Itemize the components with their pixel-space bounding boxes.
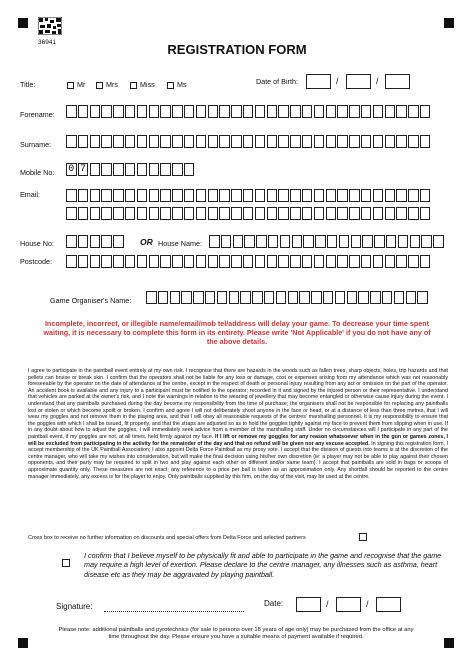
character-cell[interactable] xyxy=(373,189,384,202)
character-cell[interactable] xyxy=(351,235,362,248)
character-cell[interactable] xyxy=(219,207,230,220)
character-cell[interactable] xyxy=(160,255,171,268)
character-cell[interactable] xyxy=(66,105,77,118)
character-cell[interactable] xyxy=(339,235,350,248)
character-cell[interactable] xyxy=(292,235,303,248)
character-cell[interactable] xyxy=(288,291,299,304)
character-cell[interactable] xyxy=(160,135,171,148)
character-cell[interactable] xyxy=(229,291,240,304)
character-cell[interactable] xyxy=(231,105,242,118)
character-cell[interactable] xyxy=(337,207,348,220)
character-cell[interactable] xyxy=(172,163,183,176)
dob-month-field[interactable] xyxy=(346,74,371,89)
character-cell[interactable] xyxy=(335,291,346,304)
registration-mark-top-left xyxy=(18,18,28,28)
marketing-optout-text: Cross box to receive no further information on discounts and special offers from Delta Force and selected partners xyxy=(28,535,306,541)
character-cell[interactable] xyxy=(396,135,407,148)
character-cell[interactable] xyxy=(205,291,216,304)
character-cell[interactable] xyxy=(90,189,101,202)
character-cell[interactable] xyxy=(255,105,266,118)
terms-and-conditions xyxy=(28,368,448,480)
character-cell[interactable] xyxy=(172,255,183,268)
character-cell[interactable] xyxy=(373,207,384,220)
character-cell[interactable] xyxy=(231,207,242,220)
character-cell[interactable] xyxy=(125,189,136,202)
character-cell[interactable] xyxy=(101,163,112,176)
character-cell[interactable] xyxy=(196,207,207,220)
registration-mark-top-right xyxy=(444,18,454,28)
character-cell[interactable] xyxy=(326,189,337,202)
character-cell[interactable] xyxy=(78,105,89,118)
character-cell[interactable] xyxy=(90,207,101,220)
character-cell[interactable] xyxy=(208,207,219,220)
character-cell[interactable] xyxy=(101,135,112,148)
character-cell[interactable] xyxy=(315,235,326,248)
character-cell[interactable] xyxy=(78,255,89,268)
character-cell[interactable] xyxy=(327,235,338,248)
character-cell[interactable] xyxy=(267,189,278,202)
character-cell[interactable] xyxy=(149,207,160,220)
title-mr-checkbox[interactable] xyxy=(67,82,74,89)
character-cell[interactable] xyxy=(349,135,360,148)
character-cell[interactable] xyxy=(149,135,160,148)
character-cell[interactable] xyxy=(398,235,409,248)
character-cell[interactable] xyxy=(78,135,89,148)
mobile-label: Mobile No: xyxy=(20,168,55,177)
character-cell[interactable] xyxy=(362,235,373,248)
character-cell[interactable] xyxy=(196,105,207,118)
email-field-line-1[interactable] xyxy=(66,189,430,202)
character-cell[interactable] xyxy=(231,135,242,148)
character-cell[interactable] xyxy=(303,235,314,248)
character-cell[interactable] xyxy=(361,105,372,118)
character-cell[interactable] xyxy=(181,291,192,304)
character-cell[interactable] xyxy=(311,291,322,304)
character-cell[interactable] xyxy=(302,105,313,118)
character-cell[interactable] xyxy=(90,163,101,176)
character-cell[interactable] xyxy=(267,105,278,118)
character-cell[interactable] xyxy=(349,105,360,118)
character-cell[interactable] xyxy=(349,189,360,202)
title-label: Title: xyxy=(20,80,36,89)
fitness-checkbox[interactable] xyxy=(62,559,70,567)
character-cell[interactable] xyxy=(349,255,360,268)
character-cell[interactable] xyxy=(349,207,360,220)
character-cell[interactable] xyxy=(290,189,301,202)
character-cell[interactable] xyxy=(233,235,244,248)
character-cell[interactable] xyxy=(66,135,77,148)
character-cell[interactable] xyxy=(276,291,287,304)
character-cell[interactable] xyxy=(361,189,372,202)
email-label: Email: xyxy=(20,190,40,199)
character-cell[interactable] xyxy=(420,135,431,148)
character-cell[interactable] xyxy=(408,255,419,268)
character-cell[interactable] xyxy=(326,207,337,220)
character-cell[interactable] xyxy=(113,255,124,268)
dob-day-field[interactable] xyxy=(306,74,331,89)
character-cell[interactable] xyxy=(160,189,171,202)
character-cell[interactable] xyxy=(66,207,77,220)
dob-label: Date of Birth: xyxy=(256,77,298,86)
character-cell[interactable] xyxy=(361,255,372,268)
character-cell[interactable] xyxy=(113,189,124,202)
character-cell[interactable] xyxy=(382,291,393,304)
character-cell[interactable] xyxy=(385,207,396,220)
character-cell[interactable] xyxy=(302,255,313,268)
character-cell[interactable] xyxy=(137,163,148,176)
character-cell[interactable] xyxy=(101,235,112,248)
date-year-field[interactable] xyxy=(376,597,401,612)
postcode-field[interactable] xyxy=(66,255,430,268)
character-cell[interactable] xyxy=(243,255,254,268)
character-cell[interactable]: 0 xyxy=(66,163,77,176)
character-cell[interactable] xyxy=(101,105,112,118)
character-cell[interactable] xyxy=(290,105,301,118)
forename-label: Forename: xyxy=(20,110,55,119)
title-miss-checkbox[interactable] xyxy=(130,82,137,89)
date-day-field[interactable] xyxy=(296,597,321,612)
mobile-field[interactable] xyxy=(66,163,194,176)
character-cell[interactable] xyxy=(255,189,266,202)
character-cell[interactable] xyxy=(408,105,419,118)
character-cell[interactable] xyxy=(255,135,266,148)
character-cell[interactable] xyxy=(219,255,230,268)
character-cell[interactable] xyxy=(113,235,124,248)
character-cell[interactable] xyxy=(101,207,112,220)
character-cell[interactable] xyxy=(219,105,230,118)
character-cell[interactable] xyxy=(78,235,89,248)
character-cell[interactable] xyxy=(101,189,112,202)
character-cell[interactable] xyxy=(373,105,384,118)
character-cell[interactable] xyxy=(66,235,77,248)
or-label: OR xyxy=(140,237,153,247)
character-cell[interactable] xyxy=(219,189,230,202)
terms-goggles-warning: If I lift or remove my goggles for any reason whatsoever when in the gun or games zones, I will be excluded from participating in the activity for the remainder of the day and that no refund will be given nor any excuse accepted. xyxy=(28,433,449,447)
character-cell[interactable] xyxy=(420,207,431,220)
house-no-label: House No: xyxy=(20,239,54,248)
character-cell[interactable] xyxy=(90,235,101,248)
character-cell[interactable] xyxy=(361,207,372,220)
character-cell[interactable] xyxy=(90,105,101,118)
character-cell[interactable] xyxy=(243,189,254,202)
signature-label: Signature: xyxy=(56,602,93,611)
terms-text-1: I agree to participate in the paintball event entirely at my own risk. I recognise that there are hazards in the woods such as fallen trees, sharp objects, holes, trip hazards and that pellets can bruise or break skin. I confirm that the operators shall not be liable for any loss or damage, cost or expenses arising from my attendance which was not reasonably foreseeable by the operator on the date of attendance at the centre, except in the respect of death or personal injury resulting from any act or omission on the part of the operator. An accident book is available and any injury to a participant must be notified to the operator; recorded in it and signed by the injured person or their representative. I understand that vehicles are parked at the owner's risk, and I note the warnings in relation to the wearing of jewellery that may become entangled or otherwise cause injury during the event. I understand that any paintballs purchased during the day become my responsibility from the time of purchase; the organisers shall not be responsible for replacing any paintballs lost or stolen or which become spoilt or broken. I confirm and agree I will not deliberately shoot anyone in the face or head, or at a distance of less than three metres, that I will wear my goggles and not remove them in the playing area, and that I will obey all reasonable requests of the centres' marshalling personnel. It is my responsibility to ensure that the goggles with which I shall be issued, fit properly, and that the straps are adjusted so as to hold the goggles tightly against my face to prevent them from slipping when in use. If in any doubt about how to adjust the goggles, I will immediately seek advice from a member of the marshalling staff. Under no circumstances will I participate in any part of the paintball event, if my goggles are not, at all times, held firmly against my face. xyxy=(28,368,448,440)
character-cell[interactable] xyxy=(433,235,444,248)
character-cell[interactable] xyxy=(408,207,419,220)
title-option-mrs[interactable]: Mrs xyxy=(96,80,118,89)
character-cell[interactable] xyxy=(78,189,89,202)
character-cell[interactable] xyxy=(326,105,337,118)
postcode-label: Postcode: xyxy=(20,257,52,266)
character-cell[interactable] xyxy=(267,135,278,148)
date-separator-2: / xyxy=(366,599,369,609)
character-cell[interactable] xyxy=(421,235,432,248)
character-cell[interactable] xyxy=(101,255,112,268)
character-cell[interactable] xyxy=(314,135,325,148)
house-name-field[interactable] xyxy=(209,235,444,248)
character-cell[interactable] xyxy=(243,105,254,118)
character-cell[interactable] xyxy=(208,105,219,118)
character-cell[interactable] xyxy=(149,255,160,268)
character-cell[interactable] xyxy=(125,207,136,220)
title-option-miss[interactable]: Miss xyxy=(130,80,155,89)
character-cell[interactable] xyxy=(408,135,419,148)
character-cell[interactable] xyxy=(125,105,136,118)
character-cell[interactable] xyxy=(406,291,417,304)
character-cell[interactable] xyxy=(208,255,219,268)
character-cell[interactable] xyxy=(219,135,230,148)
character-cell[interactable] xyxy=(113,163,124,176)
character-cell[interactable] xyxy=(196,189,207,202)
character-cell[interactable] xyxy=(385,105,396,118)
character-cell[interactable] xyxy=(396,255,407,268)
character-cell[interactable] xyxy=(420,189,431,202)
character-cell[interactable] xyxy=(208,135,219,148)
incomplete-warning: Incomplete, incorrect, or illegible name/email/mob tel/address will delay your game. To decrease your time spent waiting, it is necessary to complete this form in its entirety. Please write 'Not Applicable' if you do not have any of the above details. xyxy=(43,319,431,346)
character-cell[interactable] xyxy=(158,291,169,304)
character-cell[interactable] xyxy=(255,207,266,220)
title-option-ms[interactable]: Ms xyxy=(167,80,187,89)
character-cell[interactable] xyxy=(373,135,384,148)
marketing-optout-checkbox[interactable] xyxy=(359,533,367,541)
character-cell[interactable] xyxy=(264,291,275,304)
character-cell[interactable] xyxy=(278,207,289,220)
form-barcode-icon xyxy=(38,17,62,35)
character-cell[interactable] xyxy=(137,105,148,118)
character-cell[interactable] xyxy=(113,105,124,118)
character-cell[interactable] xyxy=(410,235,421,248)
character-cell[interactable] xyxy=(149,189,160,202)
character-cell[interactable] xyxy=(113,207,124,220)
character-cell[interactable] xyxy=(396,207,407,220)
character-cell[interactable] xyxy=(149,163,160,176)
dob-separator-2: / xyxy=(376,76,379,86)
signature-line[interactable] xyxy=(104,611,244,612)
fitness-statement: I confirm that I believe myself to be physically fit and able to participate in the game and recognise that the game may require a high level of exertion. Please declare to the centre manager, any illnesses such as asthma, heart disease etc as they may be aggravated by playing paintball. xyxy=(84,551,442,579)
character-cell[interactable] xyxy=(361,135,372,148)
character-cell[interactable] xyxy=(267,207,278,220)
character-cell[interactable] xyxy=(278,105,289,118)
character-cell[interactable] xyxy=(243,135,254,148)
character-cell[interactable] xyxy=(160,207,171,220)
house-name-label: House Name: xyxy=(158,239,202,248)
character-cell[interactable] xyxy=(337,255,348,268)
character-cell[interactable] xyxy=(385,135,396,148)
character-cell[interactable] xyxy=(208,189,219,202)
character-cell[interactable] xyxy=(172,189,183,202)
character-cell[interactable] xyxy=(417,291,428,304)
registration-mark-bottom-left xyxy=(18,638,28,648)
character-cell[interactable] xyxy=(184,189,195,202)
character-cell[interactable] xyxy=(90,135,101,148)
house-no-field[interactable] xyxy=(66,235,124,248)
character-cell[interactable] xyxy=(370,291,381,304)
character-cell[interactable] xyxy=(323,291,334,304)
character-cell[interactable] xyxy=(347,291,358,304)
character-cell[interactable] xyxy=(66,255,77,268)
character-cell[interactable] xyxy=(337,189,348,202)
character-cell[interactable] xyxy=(278,189,289,202)
character-cell[interactable] xyxy=(170,291,181,304)
character-cell[interactable] xyxy=(149,105,160,118)
character-cell[interactable] xyxy=(137,135,148,148)
character-cell[interactable] xyxy=(184,163,195,176)
character-cell[interactable] xyxy=(125,163,136,176)
character-cell[interactable] xyxy=(66,189,77,202)
character-cell[interactable]: 7 xyxy=(78,163,89,176)
character-cell[interactable] xyxy=(290,207,301,220)
character-cell[interactable] xyxy=(268,235,279,248)
character-cell[interactable] xyxy=(280,235,291,248)
character-cell[interactable] xyxy=(420,105,431,118)
character-cell[interactable] xyxy=(396,105,407,118)
character-cell[interactable] xyxy=(408,189,419,202)
character-cell[interactable] xyxy=(302,207,313,220)
character-cell[interactable] xyxy=(221,235,232,248)
character-cell[interactable] xyxy=(314,105,325,118)
character-cell[interactable] xyxy=(184,255,195,268)
character-cell[interactable] xyxy=(385,189,396,202)
character-cell[interactable] xyxy=(125,135,136,148)
organiser-label: Game Organiser's Name: xyxy=(50,296,132,305)
character-cell[interactable] xyxy=(314,207,325,220)
character-cell[interactable] xyxy=(299,291,310,304)
dob-year-field[interactable] xyxy=(385,74,410,89)
surname-field[interactable] xyxy=(66,135,430,148)
character-cell[interactable] xyxy=(172,207,183,220)
character-cell[interactable] xyxy=(78,207,89,220)
character-cell[interactable] xyxy=(256,235,267,248)
date-month-field[interactable] xyxy=(336,597,361,612)
character-cell[interactable] xyxy=(290,135,301,148)
character-cell[interactable] xyxy=(252,291,263,304)
character-cell[interactable] xyxy=(278,255,289,268)
date-label: Date: xyxy=(264,599,284,608)
terms-text-2: In signing this registration form, I accept membership of the UK Paintball Association; I also appoint Delta Force Paintball as my proxy vote. I accept that the division of guests into teams is at the discretion of the centre manager, who will take my wishes into consideration, but will make the final decision using his/her own discretion (ie: a player may not be able to play against their chosen opponents, and their party may be required to split in two and play against each other on different and/or same team). I accept that paintballs are sold in bags or scoops of approximate quantity only. These measures are not exact; any reference to a price per ball is taken as an approximation only. Any shortfall should be reported to the centre manager immediately, any excess is for the player to enjoy. Only paintballs supplied by this firm, on the day of the visit, may be used at the centre. xyxy=(28,440,448,480)
character-cell[interactable] xyxy=(396,189,407,202)
character-cell[interactable] xyxy=(172,105,183,118)
character-cell[interactable] xyxy=(231,255,242,268)
form-title: REGISTRATION FORM xyxy=(167,42,307,57)
dob-separator-1: / xyxy=(336,76,339,86)
surname-label: Surname: xyxy=(20,140,52,149)
character-cell[interactable] xyxy=(193,291,204,304)
character-cell[interactable] xyxy=(137,255,148,268)
character-cell[interactable] xyxy=(255,255,266,268)
character-cell[interactable] xyxy=(217,291,228,304)
character-cell[interactable] xyxy=(160,105,171,118)
character-cell[interactable] xyxy=(184,135,195,148)
character-cell[interactable] xyxy=(231,189,242,202)
forename-field[interactable] xyxy=(66,105,430,118)
title-option-mr[interactable]: Mr xyxy=(67,80,85,89)
character-cell[interactable] xyxy=(314,189,325,202)
organiser-field[interactable] xyxy=(146,291,428,304)
character-cell[interactable] xyxy=(374,235,385,248)
character-cell[interactable] xyxy=(160,163,171,176)
title-ms-checkbox[interactable] xyxy=(167,82,174,89)
character-cell[interactable] xyxy=(184,105,195,118)
character-cell[interactable] xyxy=(385,255,396,268)
character-cell[interactable] xyxy=(137,189,148,202)
character-cell[interactable] xyxy=(172,135,183,148)
character-cell[interactable] xyxy=(209,235,220,248)
date-separator-1: / xyxy=(326,599,329,609)
character-cell[interactable] xyxy=(394,291,405,304)
registration-mark-bottom-right xyxy=(444,638,454,648)
character-cell[interactable] xyxy=(184,207,195,220)
character-cell[interactable] xyxy=(90,255,101,268)
character-cell[interactable] xyxy=(373,255,384,268)
character-cell[interactable] xyxy=(326,135,337,148)
email-field-line-2[interactable] xyxy=(66,207,430,220)
character-cell[interactable] xyxy=(113,135,124,148)
form-code: 36941 xyxy=(38,39,57,46)
character-cell[interactable] xyxy=(196,135,207,148)
character-cell[interactable] xyxy=(337,105,348,118)
character-cell[interactable] xyxy=(146,291,157,304)
character-cell[interactable] xyxy=(278,135,289,148)
character-cell[interactable] xyxy=(137,207,148,220)
title-mrs-checkbox[interactable] xyxy=(96,82,103,89)
character-cell[interactable] xyxy=(302,189,313,202)
character-cell[interactable] xyxy=(240,291,251,304)
character-cell[interactable] xyxy=(314,255,325,268)
character-cell[interactable] xyxy=(302,135,313,148)
character-cell[interactable] xyxy=(337,135,348,148)
character-cell[interactable] xyxy=(243,207,254,220)
character-cell[interactable] xyxy=(386,235,397,248)
footer-note: Please note: additional paintballs and pyrotechnics (for sale to persons over 18 years of age only) may be purchased from the office at any time throughout the day. Please ensure you have a suitable means of payment available if required. xyxy=(58,627,414,641)
character-cell[interactable] xyxy=(326,255,337,268)
character-cell[interactable] xyxy=(290,255,301,268)
character-cell[interactable] xyxy=(196,255,207,268)
character-cell[interactable] xyxy=(267,255,278,268)
character-cell[interactable] xyxy=(125,255,136,268)
character-cell[interactable] xyxy=(420,255,431,268)
character-cell[interactable] xyxy=(244,235,255,248)
character-cell[interactable] xyxy=(358,291,369,304)
